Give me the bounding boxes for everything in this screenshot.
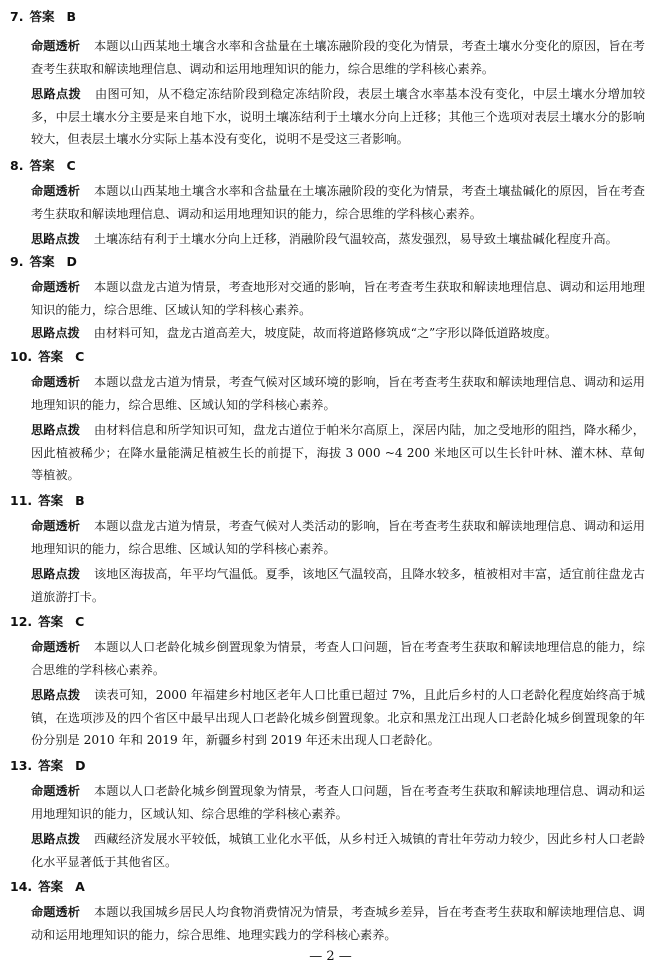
intent-text: 本题以人口老龄化城乡倒置现象为情景，考查人口问题，旨在考查考生获取和解读地理信息、调动和运用地理知识的能力，区域认知、综合思维的学科核心素养。 bbox=[31, 784, 645, 821]
question-header bbox=[10, 157, 76, 175]
question-number: 7. bbox=[10, 9, 24, 24]
answer-label: 答案 bbox=[38, 758, 64, 773]
answer-value: A bbox=[75, 879, 85, 894]
intent-label: 命题透析 bbox=[31, 39, 80, 53]
hint-text: 由图可知，从不稳定冻结阶段到稳定冻结阶段，表层土壤含水率基本没有变化，中层土壤水分增加较多，中层土壤水分主要是来自地下水，说明土壤冻结利于土壤水分向上迁移；其他三个选项对表层土壤水分的影响较大，但表层土壤水分实际上基本没有变化，说明不是受这三者影响。 bbox=[31, 87, 646, 146]
question-header bbox=[10, 757, 86, 775]
question-number: 9. bbox=[10, 254, 24, 269]
answer-label: 答案 bbox=[38, 879, 64, 894]
intent-text: 本题以山西某地土壤含水率和含盐量在土壤冻融阶段的变化为情景，考查土壤水分变化的原因，旨在考查考生获取和解读地理信息、调动和运用地理知识的能力，综合思维的学科核心素养。 bbox=[31, 39, 645, 76]
hint-text: 读表可知，2000 年福建乡村地区老年人口比重已超过 7%，且此后乡村的人口老龄化程度始终高于城镇，在选项涉及的四个省区中最早出现人口老龄化城乡倒置现象。北京和黑龙江出现人口老龄化城乡倒置现象的年份分别是 2010 年和 2019 年，新疆乡村到 2019 年还未出现人口老龄化。 bbox=[31, 688, 645, 747]
intent-text: 本题以盘龙古道为情景，考查气候对人类活动的影响，旨在考查考生获取和解读地理信息、调动和运用地理知识的能力，综合思维、区域认知的学科核心素养。 bbox=[31, 519, 645, 556]
hint-text: 土壤冻结有利于土壤水分向上迁移，消融阶段气温较高，蒸发强烈，易导致土壤盐碱化程度升高。 bbox=[93, 232, 618, 246]
hint-paragraph bbox=[31, 322, 645, 345]
question-header bbox=[10, 253, 77, 271]
intent-paragraph bbox=[31, 901, 645, 946]
question-number: 11. bbox=[10, 493, 33, 508]
hint-paragraph bbox=[31, 563, 645, 608]
intent-paragraph bbox=[31, 636, 645, 681]
hint-text: 该地区海拔高，年平均气温低。夏季，该地区气温较高，且降水较多，植被相对丰富，适宜前往盘龙古道旅游打卡。 bbox=[31, 567, 645, 604]
question-header bbox=[10, 613, 84, 631]
intent-label: 命题透析 bbox=[31, 280, 80, 294]
hint-paragraph bbox=[31, 684, 645, 752]
question-header bbox=[10, 492, 85, 510]
hint-paragraph bbox=[31, 828, 645, 873]
answer-value: C bbox=[66, 158, 76, 173]
question-number: 8. bbox=[10, 158, 24, 173]
hint-text: 由材料可知，盘龙古道高差大，坡度陡，故而将道路修筑成“之”字形以降低道路坡度。 bbox=[93, 326, 558, 340]
page-number: — 2 — bbox=[309, 949, 352, 964]
answer-label: 答案 bbox=[29, 254, 55, 269]
answer-label: 答案 bbox=[38, 614, 64, 629]
answer-value: B bbox=[75, 493, 85, 508]
intent-label: 命题透析 bbox=[31, 519, 80, 533]
hint-label: 思路点拨 bbox=[31, 688, 81, 702]
answer-value: C bbox=[75, 614, 85, 629]
hint-paragraph bbox=[31, 419, 645, 487]
intent-paragraph bbox=[31, 371, 645, 416]
answer-label: 答案 bbox=[38, 493, 64, 508]
answer-label: 答案 bbox=[29, 158, 55, 173]
answer-label: 答案 bbox=[38, 349, 64, 364]
hint-paragraph bbox=[31, 83, 645, 151]
answer-value: B bbox=[66, 9, 76, 24]
intent-text: 本题以山西某地土壤含水率和含盐量在土壤冻融阶段的变化为情景，考查土壤盐碱化的原因，旨在考查考生获取和解读地理信息、调动和运用地理知识的能力，综合思维的学科核心素养。 bbox=[31, 184, 645, 221]
answer-label: 答案 bbox=[29, 9, 55, 24]
hint-label: 思路点拨 bbox=[31, 87, 82, 101]
question-number: 14. bbox=[10, 879, 33, 894]
answer-value: D bbox=[66, 254, 77, 269]
question-header bbox=[10, 348, 84, 366]
intent-text: 本题以盘龙古道为情景，考查地形对交通的影响，旨在考查考生获取和解读地理信息、调动和运用地理知识的能力，综合思维、区域认知的学科核心素养。 bbox=[31, 280, 645, 317]
intent-text: 本题以盘龙古道为情景，考查气候对区域环境的影响，旨在考查考生获取和解读地理信息、调动和运用地理知识的能力，综合思维、区域认知的学科核心素养。 bbox=[31, 375, 645, 412]
intent-text: 本题以人口老龄化城乡倒置现象为情景，考查人口问题，旨在考查考生获取和解读地理信息的能力，综合思维的学科核心素养。 bbox=[31, 640, 645, 677]
answer-value: D bbox=[75, 758, 86, 773]
hint-label: 思路点拨 bbox=[31, 832, 80, 846]
hint-label: 思路点拨 bbox=[31, 232, 80, 246]
hint-label: 思路点拨 bbox=[31, 567, 80, 581]
intent-label: 命题透析 bbox=[31, 905, 80, 919]
intent-paragraph bbox=[31, 780, 645, 825]
answer-value: C bbox=[75, 349, 85, 364]
intent-paragraph bbox=[31, 180, 645, 225]
intent-label: 命题透析 bbox=[31, 184, 80, 198]
hint-text: 西藏经济发展水平较低，城镇工业化水平低，从乡村迁入城镇的青壮年劳动力较少，因此乡村人口老龄化水平显著低于其他省区。 bbox=[31, 832, 645, 869]
intent-paragraph bbox=[31, 35, 645, 80]
question-number: 12. bbox=[10, 614, 33, 629]
intent-label: 命题透析 bbox=[31, 375, 80, 389]
intent-label: 命题透析 bbox=[31, 640, 80, 654]
hint-paragraph bbox=[31, 228, 645, 251]
hint-label: 思路点拨 bbox=[31, 326, 80, 340]
hint-label: 思路点拨 bbox=[31, 423, 80, 437]
hint-text: 由材料信息和所学知识可知，盘龙古道位于帕米尔高原上，深居内陆，加之受地形的阻挡，降水稀少，因此植被稀少；在降水量能满足植被生长的前提下，海拔 3 000 ~4 200 米地区可以生长针叶林、灌木林、草甸等植被。 bbox=[31, 423, 645, 482]
question-header bbox=[10, 878, 85, 896]
intent-paragraph bbox=[31, 515, 645, 560]
question-header bbox=[10, 8, 76, 26]
question-number: 10. bbox=[10, 349, 33, 364]
question-number: 13. bbox=[10, 758, 33, 773]
intent-label: 命题透析 bbox=[31, 784, 80, 798]
intent-text: 本题以我国城乡居民人均食物消费情况为情景，考查城乡差异，旨在考查考生获取和解读地理信息、调动和运用地理知识的能力，综合思维、地理实践力的学科核心素养。 bbox=[31, 905, 645, 942]
intent-paragraph bbox=[31, 276, 645, 321]
